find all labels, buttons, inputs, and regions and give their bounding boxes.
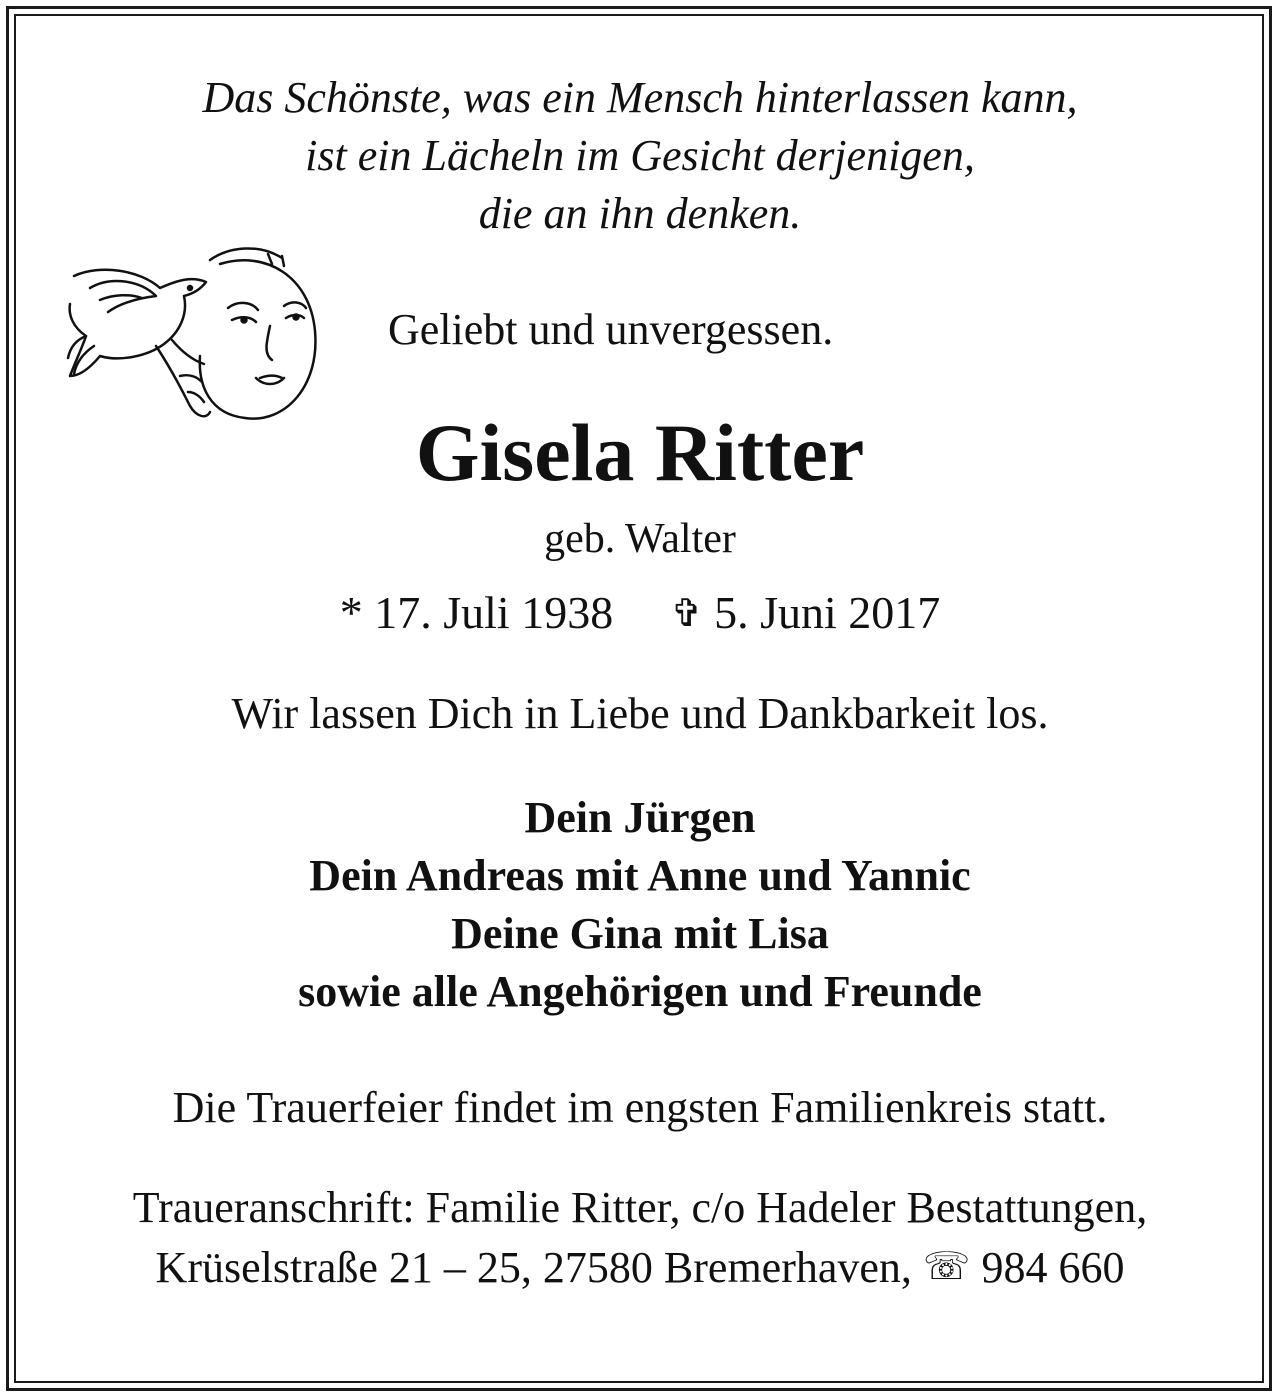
telephone-icon: ☏ [922,1246,971,1288]
mourner-line: Dein Jürgen [524,793,756,842]
quote-line-1: Das Schönste, was ein Mensch hinterlassen kann, [202,73,1078,122]
phone-number: 984 660 [981,1243,1125,1292]
maiden-name: geb. Walter [544,516,736,562]
birth-date: 17. Juli 1938 [374,587,614,638]
address-line-2 [0,1243,1280,1292]
address-street: Krüselstraße 21 – 25, 27580 Bremerhaven, [155,1243,912,1292]
life-dates [0,587,1280,638]
ceremony-note: Die Trauerfeier findet im engsten Familienkreis statt. [172,1083,1108,1132]
cross-icon: ✞ [670,593,703,635]
address-line-1: Traueranschrift: Familie Ritter, c/o Hadeler Bestattungen, [132,1183,1148,1232]
death-date: 5. Juni 2017 [714,587,941,638]
mourner-line: Dein Andreas mit Anne und Yannic [309,851,971,900]
birth-symbol: * [339,587,363,638]
subtitle: Geliebt und unvergessen. [388,305,834,354]
mourner-line: Deine Gina mit Lisa [451,909,829,958]
farewell-text: Wir lassen Dich in Liebe und Dankbarkeit los. [231,689,1049,738]
quote-line-2: ist ein Lächeln im Gesicht derjenigen, [305,131,975,180]
quote-line-3: die an ihn denken. [478,189,802,238]
mourner-line: sowie alle Angehörigen und Freunde [298,967,982,1016]
deceased-name: Gisela Ritter [415,407,865,498]
dove-and-face-icon [60,236,320,436]
